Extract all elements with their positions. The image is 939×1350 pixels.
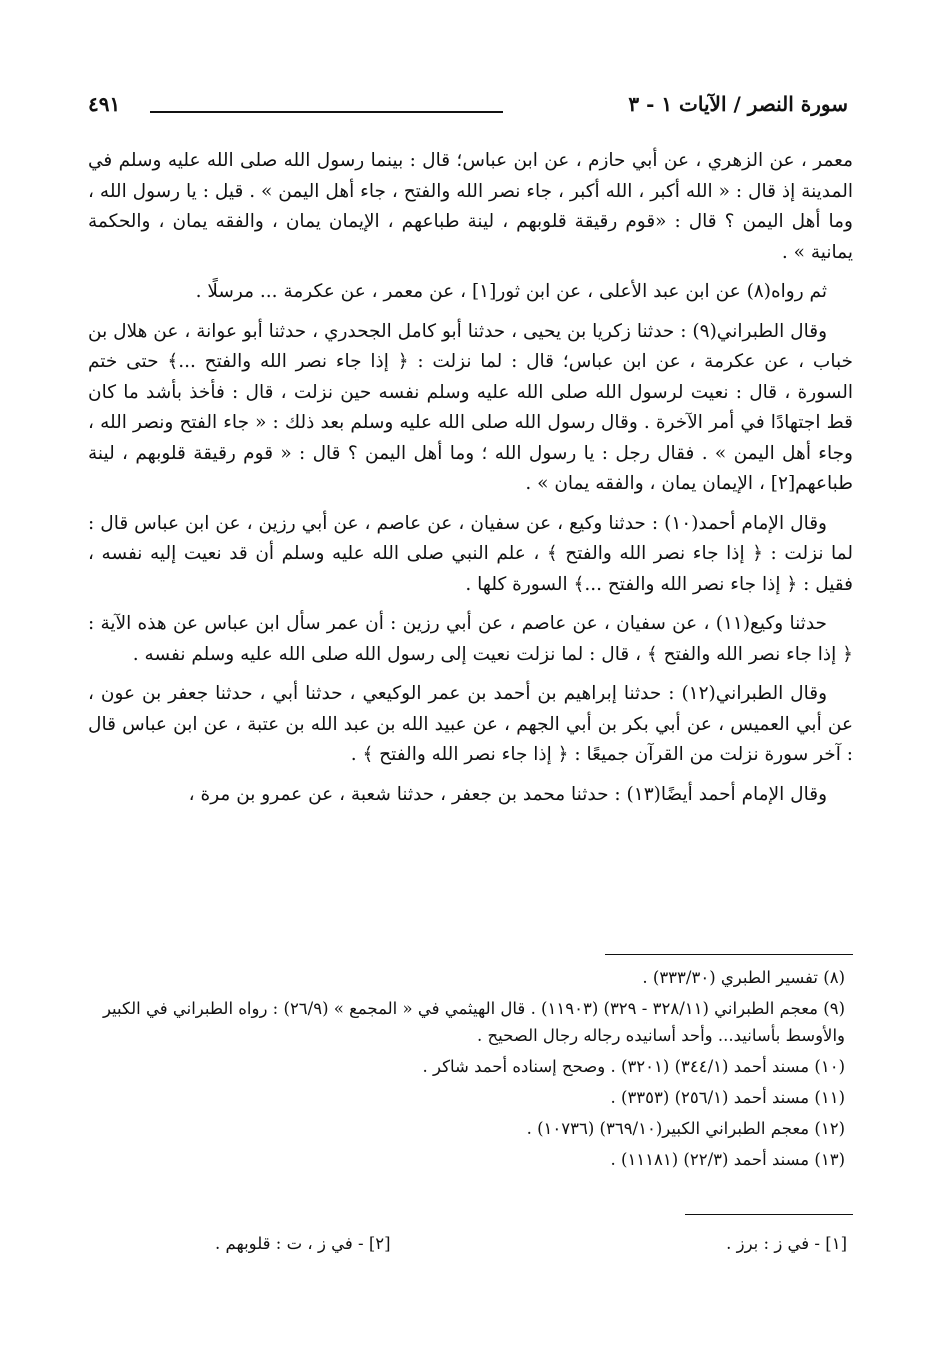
footnote: (١٣) مسند أحمد (٢٢/٣) (١١١٨١) . bbox=[610, 1150, 845, 1169]
variants-separator bbox=[685, 1214, 853, 1215]
paragraph: وقال الطبراني(١٢) : حدثنا إبراهيم بن أحمد بن عمر الوكيعي ، حدثنا أبي ، حدثنا جعفر بن عون ، عن أبي العميس ، عن أبي بكر بن أبي الجهم ، عن عبيد الله بن عبد الله بن عتبة ، عن ابن عباس قال : آخر سورة نزلت من القرآن جميعًا : ﴿ إذا جاء نصر الله والفتح ﴾ . bbox=[88, 683, 853, 765]
footnotes bbox=[88, 964, 853, 1177]
page-number: ٤٩١ bbox=[88, 92, 121, 116]
variant-note: [٢] - في ز ، ت : قلوبهم . bbox=[215, 1234, 391, 1253]
footnote-separator bbox=[605, 954, 853, 955]
footnote: (٨) تفسير الطبري (٣٣٣/٣٠) . bbox=[642, 968, 845, 987]
footnote: (١٢) معجم الطبراني الكبير(٣٦٩/١٠) (١٠٧٣٦) . bbox=[526, 1119, 845, 1138]
paragraph: حدثنا وكيع(١١) ، عن سفيان ، عن عاصم ، عن أبي رزين : أن عمر سأل ابن عباس عن هذه الآية : ﴿ إذا جاء نصر الله والفتح ﴾ ، قال : لما نزلت نعيت إلى رسول الله صلى الله عليه وسلم نفسه . bbox=[88, 613, 853, 665]
header-rule bbox=[150, 111, 503, 113]
footnote: (١٠) مسند أحمد (٣٤٤/١) (٣٢٠١) . وصحح إسناده أحمد شاكر . bbox=[422, 1057, 845, 1076]
paragraph: وقال الطبراني(٩) : حدثنا زكريا بن يحيى ، حدثنا أبو كامل الجحدري ، حدثنا أبو عوانة ، عن هلال بن خباب ، عن عكرمة ، عن ابن عباس؛ قال : لما نزلت : ﴿ إذا جاء نصر الله والفتح ...﴾ حتى ختم السورة ، قال : نعيت لرسول الله صلى الله عليه وسلم نفسه حين نزلت ، قال : فأخذ بأشد ما كان قط اجتهادًا في أمر الآخرة . وقال رسول الله صلى الله عليه وسلم بعد ذلك : « جاء الفتح ونصر الله ، وجاء أهل اليمن » . فقال رجل : يا رسول الله ؛ وما أهل اليمن ؟ قال : « قوم رقيقة قلوبهم ، لينة طباعهم[٢] ، الإيمان يمان ، والفقه يمان » . bbox=[88, 320, 853, 494]
footnote: (٩) معجم الطبراني (٣٢٨/١١ - ٣٢٩) (١١٩٠٣) . قال الهيثمي في « المجمع » (٢٦/٩) : رواه الطبراني في الكبير والأوسط بأسانيد... وأحد أسانيده رجاله رجال الصحيح . bbox=[102, 999, 845, 1045]
manuscript-variants bbox=[215, 1234, 847, 1260]
paragraph: وقال الإمام أحمد(١٠) : حدثنا وكيع ، عن سفيان ، عن عاصم ، عن أبي رزين ، عن ابن عباس قال : لما نزلت : ﴿ إذا جاء نصر الله والفتح ﴾ ، علم النبي صلى الله عليه وسلم أن قد نعيت إليه نفسه ، فقيل : ﴿ إذا جاء نصر الله والفتح ...﴾ السورة كلها . bbox=[88, 512, 853, 595]
paragraph: ثم رواه(٨) عن ابن عبد الأعلى ، عن ابن ثور[١] ، عن معمر ، عن عكرمة ... مرسلًا . bbox=[195, 281, 827, 302]
paragraph: وقال الإمام أحمد أيضًا(١٣) : حدثنا محمد بن جعفر ، حدثنا شعبة ، عن عمرو بن مرة ، bbox=[188, 783, 827, 805]
running-title: سورة النصر / الآيات ١ - ٣ bbox=[628, 92, 848, 116]
main-text bbox=[88, 146, 853, 819]
variant-note: [١] - في ز : برز . bbox=[726, 1234, 847, 1253]
page-header bbox=[88, 92, 848, 122]
paragraph: معمر ، عن الزهري ، عن أبي حازم ، عن ابن عباس؛ قال : بينما رسول الله صلى الله عليه وسلم في المدينة إذ قال : « الله أكبر ، الله أكبر ، جاء نصر الله والفتح ، جاء أهل اليمن » . قيل : يا رسول الله ، وما أهل اليمن ؟ قال : «قوم رقيقة قلوبهم ، لينة طباعهم ، الإيمان يمان ، والفقه يمان ، والحكمة يمانية » . bbox=[88, 150, 853, 263]
footnote: (١١) مسند أحمد (٢٥٦/١) (٣٣٥٣) . bbox=[610, 1088, 845, 1107]
